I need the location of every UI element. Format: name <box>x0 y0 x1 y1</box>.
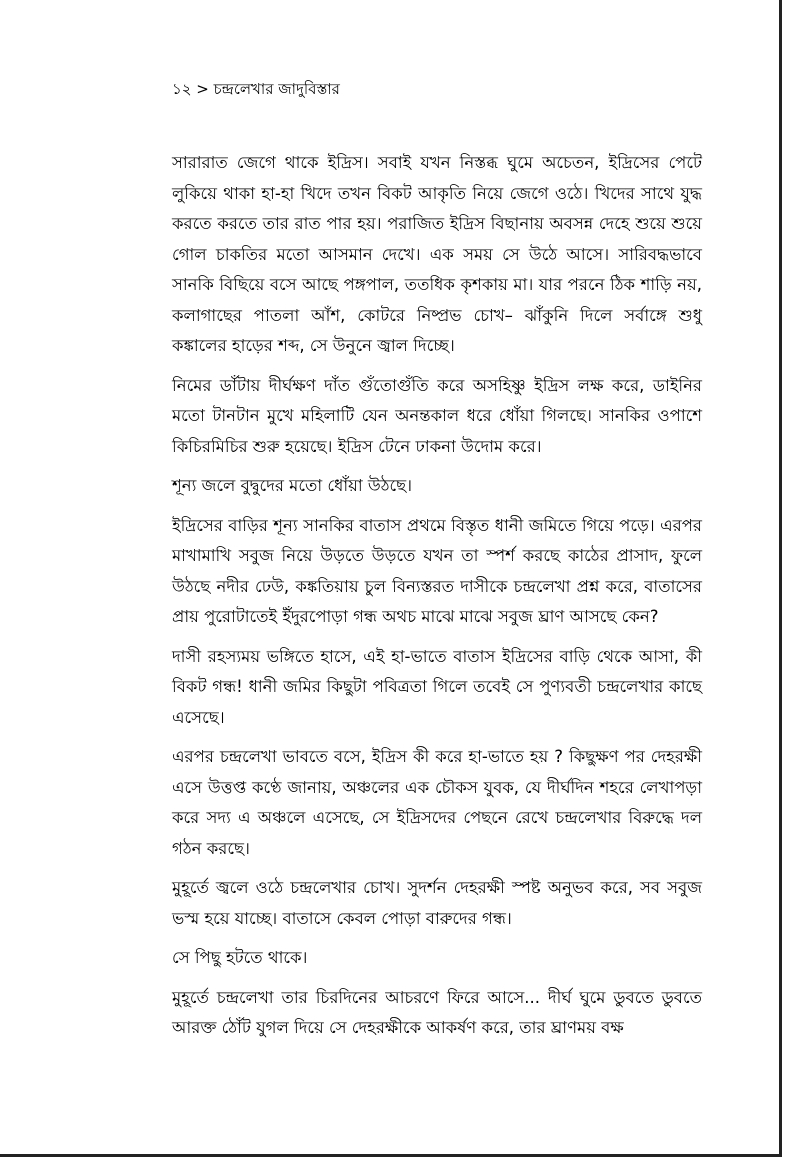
paragraph-2: নিমের ডাঁটায় দীর্ঘক্ষণ দাঁত গুঁতোগুঁতি করে অসহিষ্ণু ইদ্রিস লক্ষ করে, ডাইনির মতো টানটান মুখে মহিলাটি যেন অনন্তকাল ধরে ধোঁয়া গিলছে। সানকির ওপাশে কিচিরমিচির শুরু হয়েছে। ইদ্রিস টেনে ঢাকনা উদোম করে। <box>172 375 702 456</box>
paragraph-3: শূন্য জলে বুদ্বুদের মতো ধোঁয়া উঠছে। <box>172 476 413 495</box>
paragraph-1: সারারাত জেগে থাকে ইদ্রিস। সবাই যখন নিস্তব্ধ ঘুমে অচেতন, ইদ্রিসের পেটে লুকিয়ে থাকা হা-হা খিদে তখন বিকট আকৃতি নিয়ে জেগে ওঠে। খিদের সাথে যুদ্ধ করতে করতে তার রাত পার হয়। পরাজিত ইদ্রিস বিছানায় অবসন্ন দেহে শুয়ে শুয়ে গোল চাকতির মতো আসমান দেখে। এক সময় সে উঠে আসে। সারিবদ্ধভাবে সানকি বিছিয়ে বসে আছে পঙ্গপাল, ততধিক কৃশকায় মা। যার পরনে ঠিক শাড়ি নয়, কলাগাছের পাতলা আঁশ, কোটরে নিষ্প্রভ চোখ– ঝাঁকুনি দিলে সর্বাঙ্গে শুধু কঙ্কালের হাড়ের শব্দ, সে উনুনে জ্বাল দিচ্ছে। <box>172 153 702 355</box>
paragraph-8: সে পিছু হটতে থাকে। <box>172 948 308 967</box>
paragraph-7: মুহূর্তে জ্বলে ওঠে চন্দ্রলেখার চোখ। সুদর্শন দেহরক্ষী স্পষ্ট অনুভব করে, সব সবুজ ভস্ম হয়ে যাচ্ছে। বাতাসে কেবল পোড়া বারুদের গন্ধ। <box>172 878 702 928</box>
paragraph-9: মুহূর্তে চন্দ্রলেখা তার চিরদিনের আচরণে ফিরে আসে... দীর্ঘ ঘুমে ডুবতে ডুবতে আরক্ত ঠোঁট যুগল দিয়ে সে দেহরক্ষীকে আকর্ষণ করে, তার ঘ্রাণময় বক্ষ <box>172 987 702 1037</box>
paragraph-6: এরপর চন্দ্রলেখা ভাবতে বসে, ইদ্রিস কী করে হা-ভাতে হয় ? কিছুক্ষণ পর দেহরক্ষী এসে উত্তপ্ত কণ্ঠে জানায়, অঞ্চলের এক চৌকস যুবক, যে দীর্ঘদিন শহরে লেখাপড়া করে সদ্য এ অঞ্চলে এসেছে, সে ইদ্রিসদের পেছনে রেখে চন্দ্রলেখার বিরুদ্ধে দল গঠন করছে। <box>172 747 702 858</box>
paragraph-5: দাসী রহস্যময় ভঙ্গিতে হাসে, এই হা-ভাতে বাতাস ইদ্রিসের বাড়ি থেকে আসা, কী বিকট গন্ধ! ধানী জমির কিছুটা পবিত্রতা গিলে তবেই সে পুণ্যবতী চন্দ্রলেখার কাছে এসেছে। <box>172 646 702 727</box>
paragraph-4: ইদ্রিসের বাড়ির শূন্য সানকির বাতাস প্রথমে বিস্তৃত ধানী জমিতে গিয়ে পড়ে। এরপর মাখামাখি সবুজ নিয়ে উড়তে উড়তে যখন তা স্পর্শ করছে কাঠের প্রাসাদ, ফুলে উঠছে নদীর ঢেউ, কঙ্কতিয়ায় চুল বিন্যস্তরত দাসীকে চন্দ্রলেখা প্রশ্ন করে, বাতাসের প্রায় পুরোটাতেই ইঁদুরপোড়া গন্ধ অথচ মাঝে মাঝে সবুজ ঘ্রাণ আসছে কেন? <box>172 515 702 626</box>
body-text <box>172 148 702 1053</box>
running-head: ১২ > চন্দ্রলেখার জাদুবিস্তার <box>172 80 340 98</box>
